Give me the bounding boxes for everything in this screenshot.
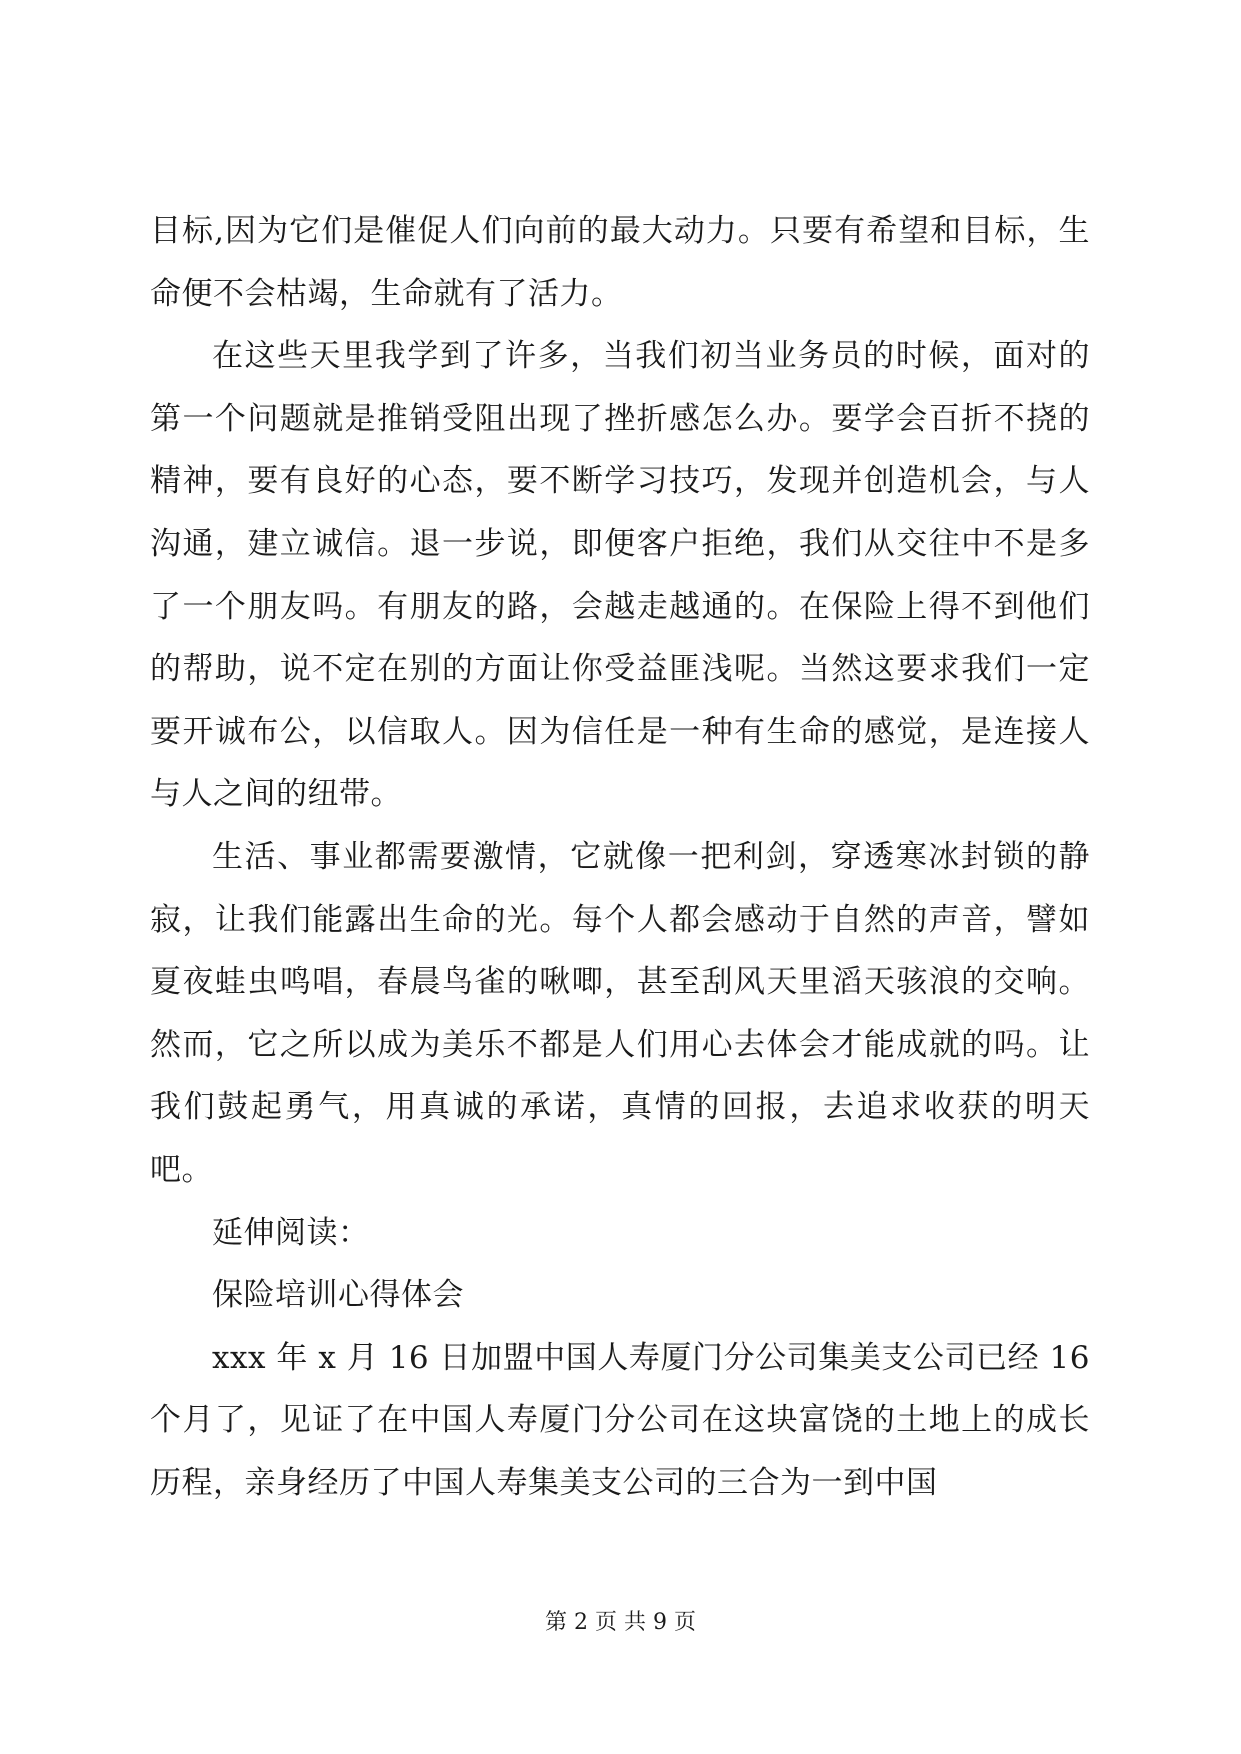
- paragraph-1: 目标,因为它们是催促人们向前的最大动力。只要有希望和目标，生命便不会枯竭，生命就有了活力。: [150, 213, 1090, 312]
- section-heading: 保险培训心得体会: [212, 1277, 464, 1314]
- page-number-footer: 第 2 页 共 9 页: [545, 1610, 696, 1635]
- document-body: [150, 200, 1090, 1514]
- paragraph-6: xxx 年 x 月 16 日加盟中国人寿厦门分公司集美支公司已经 16 个月了，见证了在中国人寿厦门分公司在这块富饶的土地上的成长历程，亲身经历了中国人寿集美支公司的三合为一到中国: [150, 1339, 1090, 1501]
- paragraph-3: 生活、事业都需要激情，它就像一把利剑，穿透寒冰封锁的静寂，让我们能露出生命的光。每个人都会感动于自然的声音，譬如夏夜蛙虫鸣唱，春晨鸟雀的啾唧，甚至刮风天里滔天骇浪的交响。然而，它之所以成为美乐不都是人们用心去体会才能成就的吗。让我们鼓起勇气，用真诚的承诺，真情的回报，去追求收获的明天吧。: [150, 838, 1090, 1188]
- paragraph-2: 在这些天里我学到了许多，当我们初当业务员的时候，面对的第一个问题就是推销受阻出现了挫折感怎么办。要学会百折不挠的精神，要有良好的心态，要不断学习技巧，发现并创造机会，与人沟通，建立诚信。退一步说，即便客户拒绝，我们从交往中不是多了一个朋友吗。有朋友的路，会越走越通的。在保险上得不到他们的帮助，说不定在别的方面让你受益匪浅呢。当然这要求我们一定要开诚布公，以信取人。因为信任是一种有生命的感觉，是连接人与人之间的纽带。: [150, 338, 1090, 813]
- extended-reading-label: 延伸阅读：: [212, 1214, 370, 1251]
